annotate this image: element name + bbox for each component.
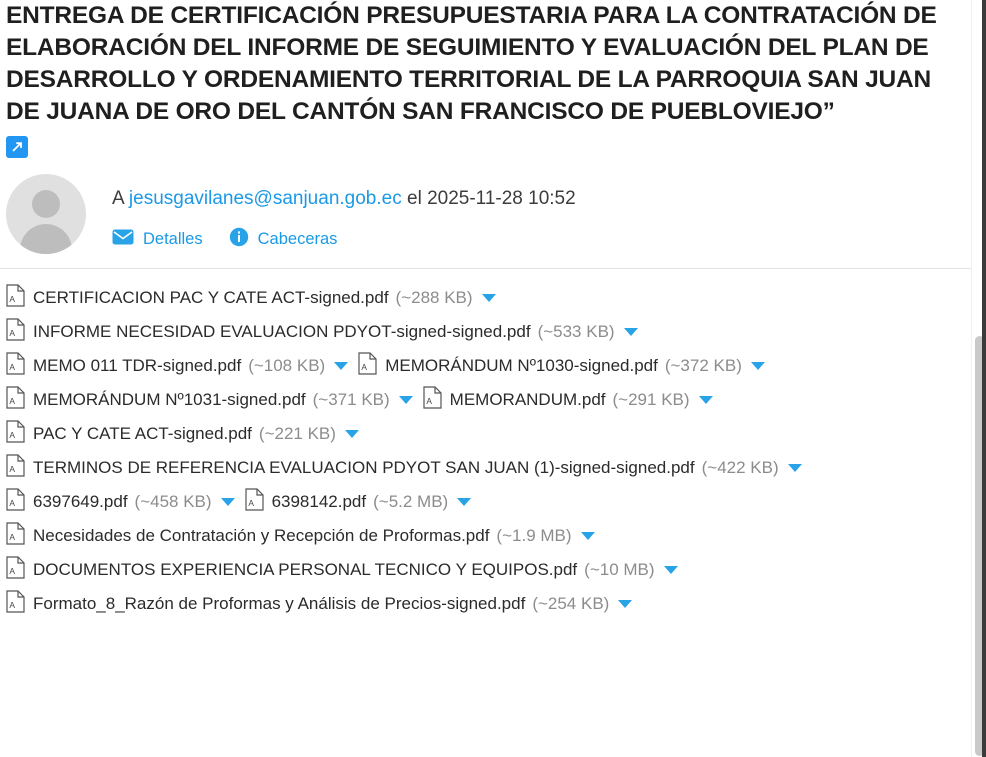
chevron-down-icon[interactable] — [699, 396, 713, 404]
pdf-file-icon — [358, 352, 377, 380]
svg-text:A: A — [426, 396, 432, 407]
attachment-row — [6, 553, 986, 587]
headers-button[interactable] — [229, 227, 338, 252]
attachment-row — [6, 281, 986, 315]
attachment-row — [6, 417, 986, 451]
chevron-down-icon[interactable] — [457, 498, 471, 506]
attachment-name[interactable]: MEMORÁNDUM Nº1030-signed.pdf — [385, 355, 658, 375]
svg-text:A: A — [9, 498, 15, 509]
details-label: Detalles — [143, 229, 203, 248]
attachment-size: (~254 KB) — [532, 593, 610, 613]
pdf-file-icon — [6, 318, 25, 346]
chevron-down-icon[interactable] — [482, 294, 496, 302]
pdf-file-icon — [423, 386, 442, 414]
avatar — [6, 174, 86, 254]
svg-text:A: A — [9, 532, 15, 543]
recipient-line — [112, 188, 576, 211]
attachment-row — [6, 451, 986, 485]
chevron-down-icon[interactable] — [618, 600, 632, 608]
chevron-down-icon[interactable] — [399, 396, 413, 404]
attachment-size: (~10 MB) — [584, 559, 655, 579]
pdf-file-icon — [6, 488, 25, 516]
attachment-name[interactable]: PAC Y CATE ACT-signed.pdf — [33, 423, 252, 443]
pdf-file-icon — [6, 386, 25, 414]
page-title: ENTREGA DE CERTIFICACIÓN PRESUPUESTARIA PARA LA CONTRATACIÓN DE ELABORACIÓN DEL INFORME DE SEGUIMIENTO Y EVALUACIÓN DEL PLAN DE DESARROLLO Y ORDENAMIENTO TERRITORIAL DE LA PARROQUIA SAN JUAN DE JUANA DE ORO DEL CANTÓN SAN FRANCISCO DE PUEBLOVIEJO” — [6, 2, 937, 125]
svg-text:A: A — [9, 430, 15, 441]
svg-text:A: A — [247, 498, 254, 509]
attachment-size: (~5.2 MB) — [373, 491, 449, 511]
attachment-item[interactable] — [6, 284, 496, 312]
attachment-name[interactable]: DOCUMENTOS EXPERIENCIA PERSONAL TECNICO Y EQUIPOS.pdf — [33, 559, 578, 579]
expand-row — [0, 128, 986, 162]
svg-text:A: A — [9, 566, 15, 577]
attachment-size: (~221 KB) — [258, 423, 336, 443]
avatar-body — [20, 224, 72, 254]
pdf-file-icon — [6, 284, 25, 312]
attachment-row — [6, 383, 986, 417]
attachment-item[interactable] — [6, 318, 638, 346]
chevron-down-icon[interactable] — [221, 498, 235, 506]
attachment-size: (~108 KB) — [248, 355, 326, 375]
svg-text:A: A — [9, 464, 15, 475]
svg-text:A: A — [9, 328, 15, 339]
attachment-item[interactable] — [6, 556, 678, 584]
attachment-row — [6, 315, 986, 349]
svg-text:A: A — [9, 600, 15, 611]
pdf-file-icon — [6, 420, 25, 448]
attachment-row — [6, 349, 986, 383]
recipient-block — [0, 162, 986, 254]
attachment-item[interactable] — [6, 454, 802, 482]
attachment-item[interactable] — [6, 386, 413, 414]
attachment-size: (~422 KB) — [701, 457, 779, 477]
pdf-file-icon — [6, 556, 25, 584]
attachment-size: (~533 KB) — [537, 321, 615, 341]
avatar-head — [32, 190, 60, 218]
details-button[interactable] — [112, 229, 203, 250]
chevron-down-icon[interactable] — [788, 464, 802, 472]
attachment-name[interactable]: MEMO 011 TDR-signed.pdf — [33, 355, 242, 375]
pdf-file-icon — [6, 454, 25, 482]
chevron-down-icon[interactable] — [664, 566, 678, 574]
info-icon — [229, 227, 249, 252]
svg-text:A: A — [9, 396, 15, 407]
svg-text:A: A — [9, 362, 15, 373]
svg-text:A: A — [9, 294, 15, 305]
recipient-prefix: A — [112, 187, 124, 209]
attachment-row — [6, 519, 986, 553]
attachment-name[interactable]: 6397649.pdf — [33, 491, 128, 511]
recipient-details — [86, 174, 576, 252]
chevron-down-icon[interactable] — [751, 362, 765, 370]
message-date: 2025-11-28 10:52 — [427, 187, 576, 209]
attachment-item[interactable] — [6, 522, 595, 550]
meta-links — [112, 227, 576, 252]
chevron-down-icon[interactable] — [581, 532, 595, 540]
pdf-file-icon — [6, 352, 25, 380]
chevron-down-icon[interactable] — [334, 362, 348, 370]
attachment-row — [6, 485, 986, 519]
window-edge — [982, 0, 986, 757]
attachment-name[interactable]: Necesidades de Contratación y Recepción de Proformas.pdf — [33, 525, 490, 545]
date-prefix: el — [407, 187, 422, 209]
attachment-size: (~371 KB) — [312, 389, 390, 409]
attachment-row — [6, 587, 986, 621]
attachment-name[interactable]: INFORME NECESIDAD EVALUACION PDYOT-signed-signed.pdf — [33, 321, 531, 341]
attachment-size: (~1.9 MB) — [496, 525, 572, 545]
headers-label: Cabeceras — [257, 229, 338, 248]
attachment-item[interactable] — [358, 352, 765, 380]
pdf-file-icon — [6, 590, 25, 618]
attachment-size: (~458 KB) — [134, 491, 212, 511]
recipient-email[interactable]: jesusgavilanes@sanjuan.gob.ec — [128, 187, 402, 209]
chevron-down-icon[interactable] — [345, 430, 359, 438]
svg-text:A: A — [361, 362, 368, 373]
attachment-item[interactable] — [423, 386, 713, 414]
attachment-item[interactable] — [6, 488, 235, 516]
envelope-icon — [112, 229, 134, 250]
attachment-name[interactable]: 6398142.pdf — [271, 491, 367, 511]
attachment-item[interactable] — [245, 488, 472, 516]
attachment-name[interactable]: MEMORÁNDUM Nº1031-signed.pdf — [33, 389, 306, 409]
chevron-down-icon[interactable] — [624, 328, 638, 336]
pdf-file-icon — [6, 522, 25, 550]
pdf-file-icon — [245, 488, 264, 516]
attachment-name[interactable]: CERTIFICACION PAC Y CATE ACT-signed.pdf — [33, 287, 389, 307]
attachment-item[interactable] — [6, 590, 632, 618]
attachment-size: (~288 KB) — [395, 287, 473, 307]
open-in-new-icon[interactable] — [6, 136, 28, 158]
attachment-size: (~291 KB) — [612, 389, 690, 409]
attachment-size: (~372 KB) — [664, 355, 742, 375]
attachment-list — [0, 268, 986, 621]
attachment-name[interactable]: MEMORANDUM.pdf — [449, 389, 606, 409]
attachment-item[interactable] — [6, 420, 359, 448]
attachment-item[interactable] — [6, 352, 348, 380]
attachment-name[interactable]: TERMINOS DE REFERENCIA EVALUACION PDYOT SAN JUAN (1)-signed-signed.pdf — [33, 457, 695, 477]
attachment-name[interactable]: Formato_8_Razón de Proformas y Análisis de Precios-signed.pdf — [33, 593, 526, 613]
